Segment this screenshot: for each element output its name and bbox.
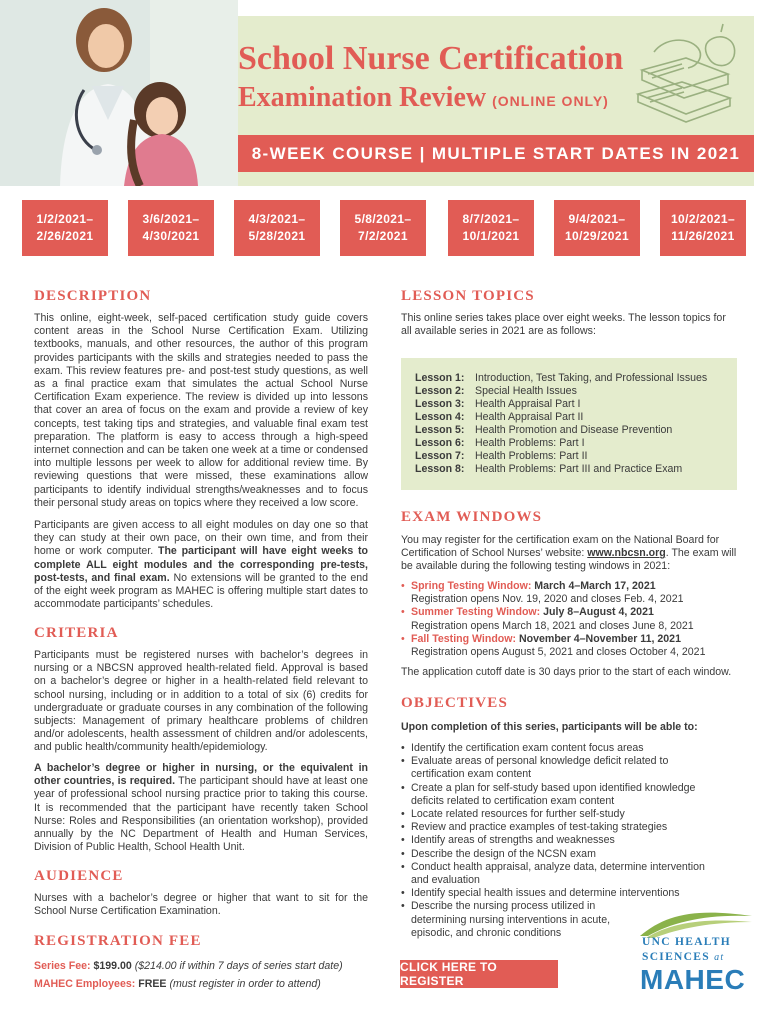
date-start: 8/7/2021– [462,212,520,227]
window-label: Spring Testing Window: [411,580,532,592]
lesson-number: Lesson 1: [415,372,465,384]
lesson-topics-intro: This online series takes place over eight weeks. The lesson topics for all available series in 2021 are as follows: [401,312,726,338]
lesson-number: Lesson 7: [415,450,465,462]
mountain-swoosh-icon [636,906,754,940]
date-start: 10/2/2021– [670,212,736,227]
objective-item: • Locate related resources for further self-study [401,808,721,821]
lesson-topic: Health Promotion and Disease Prevention [475,424,673,436]
window-label: Fall Testing Window: [411,632,517,645]
description-heading: DESCRIPTION [34,288,152,304]
lesson-row [415,463,682,475]
lesson-topic: Introduction, Test Taking, and Professional Issues [475,372,708,384]
logo-at: at [714,952,725,963]
course-banner: 8-WEEK COURSE | MULTIPLE START DATES IN 2021 [238,135,754,172]
description-paragraph-2 [34,519,368,611]
exam-windows-intro [401,534,737,574]
lesson-topic: Health Appraisal Part I [475,398,581,410]
audience-paragraph: Nurses with a bachelor’s degree or higher that want to sit for the School Nurse Certification Examination. [34,892,368,918]
criteria-paragraph-2 [34,762,368,854]
logo-mahec: MAHEC [640,964,746,995]
date-start: 4/3/2021– [248,212,306,227]
exam-intro-text-end: . The exam will be available during the following testing windows in 2021: [401,547,737,573]
lesson-topic: Health Problems: Part I [475,437,585,449]
exam-intro-text: You may register for the certification exam on the National Board for Certification of School Nurses’ website: [401,534,720,560]
lesson-topic: Health Problems: Part II [475,450,588,462]
unc-health-sciences-mahec-logo [636,906,754,1000]
exam-window-item [401,580,737,606]
lesson-row [415,372,707,384]
date-end: 7/2/2021 [358,229,408,243]
objective-item: • Review and practice examples of test-taking strategies [401,821,721,834]
exam-windows-list [401,580,737,659]
objective-item: • Conduct health appraisal, analyze data, determine intervention and evaluation [401,861,721,887]
exam-windows-heading: EXAM WINDOWS [401,509,543,525]
right-column [401,0,737,1024]
date-end: 11/26/2021 [671,229,735,243]
description-emphasis: The participant will have eight weeks to complete ALL eight modules and the corresponding pre-tests, post-tests, and final exam. [34,545,368,584]
date-end: 10/29/2021 [564,229,630,243]
employee-fee-line [34,978,374,991]
date-start: 5/8/2021– [354,212,412,227]
objectives-lead: Upon completion of this series, participants will be able to: [401,721,698,733]
exam-window-item [401,606,737,632]
description-text-end: No extensions will be granted to the end of the eight week program as MAHEC is offering multiple start dates to accommodate participants’ schedules. [34,571,368,611]
lesson-number: Lesson 2: [415,385,465,397]
window-dates: March 4–March 17, 2021 [534,580,656,592]
date-start: 9/4/2021– [568,212,626,227]
date-end: 2/26/2021 [36,229,94,243]
series-fee-price: $199.00 [93,960,132,972]
series-fee-note: ($214.00 if within 7 days of series start date) [134,960,343,972]
window-dates: November 4–November 11, 2021 [519,632,681,645]
window-label: Summer Testing Window: [411,606,541,619]
objectives-heading: OBJECTIVES [401,695,509,711]
lesson-number: Lesson 6: [415,437,465,449]
page-title: School Nurse Certification [238,40,624,77]
criteria-paragraph: Participants must be registered nurses with bachelor’s degrees in nursing or a NBCSN approved health-related field. Approval is based on a bachelor’s degree or higher in a health-related field relevant to school nursing, including or in addition to a total of six (6) credits for undergraduate or graduate courses in any combination of the following subjects: Management of primary healthcare problems of children and/or adolescents, health assessment of children and/or adolescents, and public health/community health/epidemiology. [34,649,368,754]
date-end: 10/1/2021 [462,229,520,243]
objective-item: • Identify areas of strengths and weaknesses [401,834,721,847]
audience-heading: AUDIENCE [34,868,124,884]
lesson-topic: Health Appraisal Part II [475,411,584,423]
lesson-number: Lesson 8: [415,463,465,475]
criteria-heading: CRITERIA [34,625,119,641]
lesson-number: Lesson 3: [415,398,465,410]
registration-fee-heading: REGISTRATION FEE [34,933,202,949]
objective-item: • Evaluate areas of personal knowledge deficit related to certification exam content [401,755,721,781]
objective-item: • Describe the nursing process utilized in determining nursing interventions in acute, episodic, and chronic conditions [401,900,626,940]
series-fee-line [34,960,374,973]
lesson-topic: Special Health Issues [475,385,577,397]
subtitle-text: Examination Review [238,82,487,113]
objective-item: • Identify the certification exam content focus areas [401,742,721,755]
employee-fee-price: FREE [138,978,167,990]
window-dates: July 8–August 4, 2021 [543,606,654,619]
date-start: 1/2/2021– [36,212,94,227]
window-registration: Registration opens Nov. 19, 2020 and closes Feb. 4, 2021 [411,593,684,606]
lesson-row [415,385,577,397]
lesson-number: Lesson 4: [415,411,465,423]
criteria-text: The participant should have at least one year of professional school nursing practice prior to taking this course. It is recommended that the participant have recently taken School Nurse: Roles and Responsibilities (an orientation workshop), provided annually by the NC Department of Health and Human Services, Division of Public Health, School Health Unit. [34,775,368,854]
series-fee-label: Series Fee: [34,960,91,972]
employee-fee-note: (must register in order to attend) [169,978,321,990]
lesson-topics-heading: LESSON TOPICS [401,288,535,304]
lesson-row [415,450,587,462]
objective-item: • Create a plan for self-study based upon identified knowledge deficits related to certification exam content [401,782,721,808]
logo-sciences: SCIENCES [642,951,710,963]
online-only-tag: (ONLINE ONLY) [492,93,609,109]
date-start: 3/6/2021– [142,212,200,227]
objective-item: • Identify special health issues and determine interventions [401,887,721,900]
window-registration: Registration opens March 18, 2021 and closes June 8, 2021 [411,619,694,632]
lesson-topic: Health Problems: Part III and Practice Exam [475,463,683,475]
lesson-row [415,398,580,410]
nbcsn-link[interactable]: www.nbcsn.org [587,547,666,560]
date-end: 4/30/2021 [142,229,200,243]
lesson-number: Lesson 5: [415,424,465,436]
description-text: Participants are given access to all eight modules on day one so that they can study at their own pace, on their own time, and from their home or work computer. [34,519,368,558]
criteria-emphasis: A bachelor’s degree or higher in nursing, or the equivalent in other countries, is required. [34,762,368,788]
objective-item: • Describe the design of the NCSN exam [401,848,721,861]
window-registration: Registration opens August 5, 2021 and closes October 4, 2021 [411,646,706,659]
lesson-row [415,437,585,449]
lesson-topics-box [401,358,737,490]
exam-window-item [401,633,737,659]
left-column [34,0,368,1024]
application-cutoff: The application cutoff date is 30 days prior to the start of each window. [401,666,732,678]
date-end: 5/28/2021 [248,229,306,243]
logo-line-2 [642,951,725,963]
lesson-row [415,411,583,423]
logo-line-1: UNC HEALTH [642,936,731,948]
employee-fee-label: MAHEC Employees: [34,978,136,990]
description-paragraph: This online, eight-week, self-paced certification study guide covers content areas in the School Nurse Certification Exam. Utilizing textbooks, manuals, and other resources, the author of this program provides participants with the skills and strategies needed to pass the exam. This review features pre- and post-test study questions, as well as a final practice exam that simulates the actual School Nurse Certification Exam experience. The review is divided up into lessons that cover an area of focus on the exam and provide a review of key concepts, test taking tips and strategies, and valuable final exam test preparation. The platform is easy to access through a high-speed internet connection and can be taken one week at a time or condensed into multiple lessons per week to allow for additional review time. By reviewing questions that were missed, these examinations allow participants to identify individual strengths/weaknesses and to focus their personal study areas on topics where they received a low score. [34,312,368,509]
lesson-row [415,424,672,436]
register-button[interactable]: CLICK HERE TO REGISTER [400,960,558,988]
